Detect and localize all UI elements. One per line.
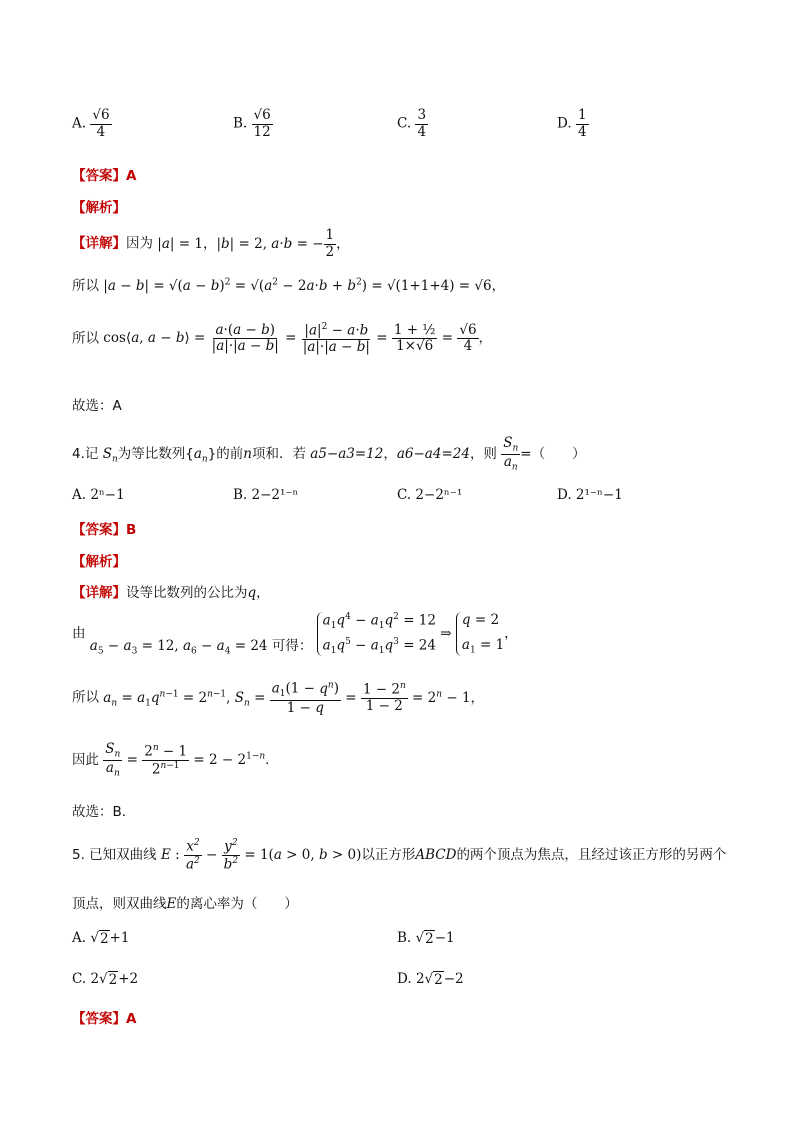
numerator: 1 [577,107,587,123]
sym-n: n [243,446,252,463]
q4-option-d: D. 2¹⁻ⁿ−1 [557,487,623,503]
denominator: 4 [577,123,587,140]
stem-text: ，则 [469,446,497,463]
q5-stem-line1 [72,838,726,873]
q3-line2 [72,322,492,356]
detail-text: 设等比数列的公比为 [126,585,248,601]
q5-option-c [72,971,138,988]
implies-symbol: ⇒ [440,625,452,642]
option-fraction [90,108,111,140]
q4-line2 [72,680,484,716]
option-label: C. [72,971,87,987]
option-label: A. [72,115,87,132]
q3-answer [72,164,136,184]
option-label: C. [397,115,412,132]
line-text: 可得： [271,637,313,654]
result-value: √6 [474,278,492,294]
q4-stem: 4.记 $S_n$为等比数列$\{a_n\}$的前n项和．若 a5−a3=12，a6−a4=24，则 $\frac{S_n}{a_n}$ =（ ） [72,435,586,473]
q4-analysis-tag: 【解析】 [72,554,126,570]
option-expr: −2 [443,971,464,987]
stem-text: 为等比数列{ [117,446,194,463]
option-label: D. [557,115,572,132]
q3-detail-line [72,228,350,260]
option-expr: −1 [434,930,455,946]
stem-text: 项和．若 [251,446,306,463]
answer-tag: 【答案】 [72,1011,126,1027]
sqrt-2: √ 2 [424,971,443,988]
sym-e: E [166,896,177,912]
q3-conclusion: 故选：A [72,398,122,414]
fraction-sn-an: $\frac{S_n}{a_n}$ [503,435,519,473]
line-prefix: 所以 [72,330,99,347]
condition-2: a6−a4=24 [396,446,470,463]
answer-value: A [126,1011,137,1027]
option-label: B. [233,115,248,132]
stem-text: 的离心率为（ ） [176,896,298,912]
q5-stem-line2 [72,892,298,912]
answer-tag: 【答案】 [72,168,126,184]
q5-answer [72,1007,136,1027]
condition-1: a5−a3=12 [310,446,384,463]
stem-text: 顶点，则双曲线 [72,896,167,912]
stem-text: 以正方形 [361,847,416,864]
answer-value: A [126,168,137,184]
sym-q: q [247,585,257,601]
answer-tag: 【答案】 [72,522,126,538]
line-prefix: 因此 [72,752,99,769]
system-of-equations: $a_1q^4 - a_1q^2 = 12$ $a_1q^5 - a_1q^3 = 24$ [317,612,436,656]
sqrt-2: √ 2 [90,930,109,947]
square-name: ABCD [415,847,457,864]
option-label: D. [397,971,412,987]
formula-cosine: cos⟨a, a − b⟩ = $\frac{a\cdot(a - b)}{|a|\cdot|a - b|}$ = $\frac{|a|^2 - a\cdot b}{|a|\cdot|a - b|}$ = $\frac{\text{1 + ½}}{1\times√6}$ = $\frac{√6}{4}$ ， [103,321,493,356]
sym-an: $a_n$ [193,446,208,465]
line-prefix: 所以 [72,278,99,294]
sqrt-2: √ 2 [415,930,434,947]
stem-text: 4.记 [72,446,99,463]
option-coef: 2 [415,971,425,987]
line-prefix: 所以 [72,689,99,706]
option-label: B. [397,930,412,946]
detail-text: 因为 [126,235,153,252]
option-fraction [252,108,273,140]
q4-answer [72,518,136,538]
option-fraction [415,108,428,140]
q4-option-c: C. 2−2ⁿ⁻¹ [397,487,463,503]
sqrt-2: √ 2 [99,971,118,988]
detail-tag: 【详解】 [72,235,126,252]
q3-option-d [557,108,589,140]
option-label: A. [72,930,87,946]
option-expr: +2 [118,971,139,987]
q5-option-a [72,930,129,947]
stem-text: 的两个顶点为焦点，且经过该正方形的另两个 [456,847,727,864]
q3-option-a [72,108,112,140]
stem-text: }的前 [207,446,244,463]
formula-given: |a| = 1，|b| = 2, a·b = − $\frac{1}{2}$ ， [157,227,350,260]
numerator: √6 [92,107,110,123]
stem-text: 5. 已知双曲线 [72,847,157,864]
numerator: √6 [253,107,271,123]
q3-line1 [72,274,505,294]
formula-magnitude: $|a - b| = √(a - b)^2 = √(a^2 - 2a\cdot b + b^2) = √(1+1+4) = √6$， [103,277,506,294]
formula-general-term: $a_n = a_1q^{n-1} = 2^{n-1}$, $S_n$ = $\frac{a_1(1 - q^n)}{1 - q}$ = $\frac{1 - 2^n}{1 - 2}$ = $2^n - 1$， [103,680,485,716]
line-prefix: 由 [72,625,86,642]
denominator: 4 [417,123,427,140]
q4-conclusion: 故选：B. [72,804,127,820]
stem-text: =（ ） [520,446,586,463]
numerator: 3 [417,107,427,123]
option-expr: +1 [109,930,130,946]
formula-ratio: $\frac{S_n}{a_n}$ = $\frac{2^n - 1}{2^{n-1}}$ = $2 - 2^{1-n}$． [105,741,279,779]
option-coef: 2 [90,971,100,987]
option-fraction [576,108,589,140]
formula-given: $a_5 - a_3 = 12$, $a_6 - a_4 = 24$ [89,637,268,657]
sym-sn: $S_n$ [102,446,118,465]
q5-option-b [397,930,455,947]
q5-option-d [397,971,464,988]
q4-line1: 由 $a_5 - a_3 = 12$, $a_6 - a_4 = 24$ 可得： $a_1q^4 - a_1q^2 = 12$ $a_1q^5 - a_1q^3 = 24$ ⇒ q = 2 $a_1 = 1$ ， [72,612,518,657]
q4-option-b: B. 2−2¹⁻ⁿ [233,487,299,503]
q4-option-a: A. 2ⁿ−1 [72,487,125,503]
answer-value: B [126,522,137,538]
denominator: 4 [96,123,106,140]
q3-analysis-tag: 【解析】 [72,200,126,216]
detail-tag: 【详解】 [72,585,126,601]
q3-option-c [397,108,428,140]
denominator: 12 [253,123,271,140]
q3-option-b [233,108,273,140]
solution-system: q = 2 $a_1 = 1$ [456,612,504,656]
hyperbola-equation: E : $\frac{x^2}{a^2}$ − $\frac{y^2}{b^2}$ = 1(a > 0, b > 0) [160,838,362,873]
q4-detail-line: 【详解】设等比数列的公比为q， [72,585,270,601]
q4-line3 [72,742,279,779]
